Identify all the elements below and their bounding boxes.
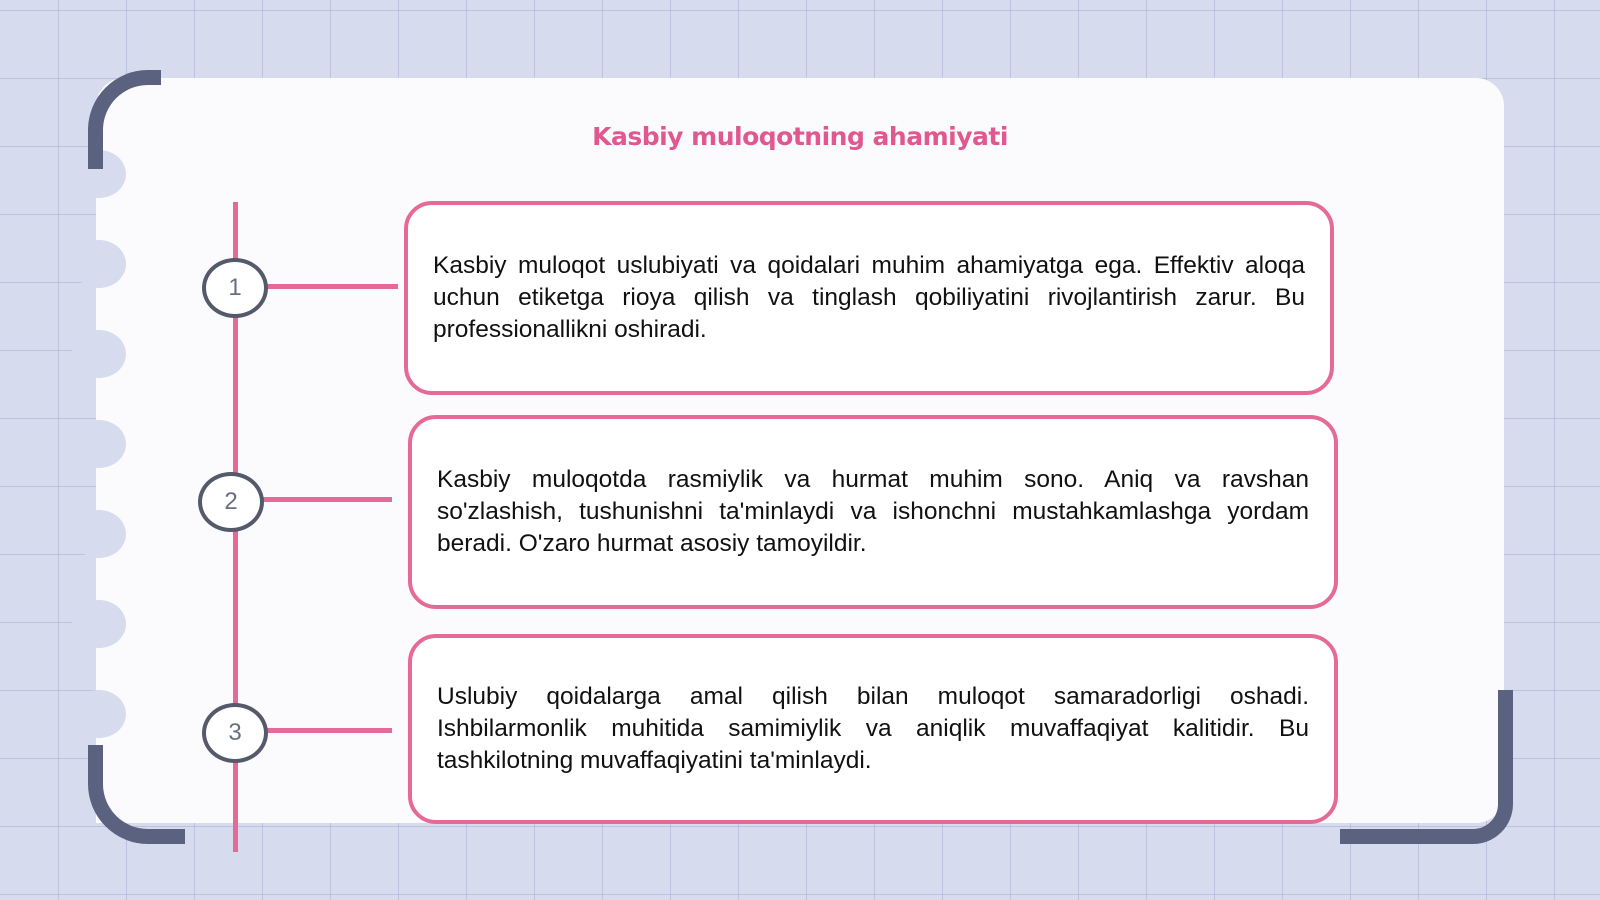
- paper-scallop-edge: [72, 600, 126, 648]
- timeline-number-badge: 1: [202, 258, 268, 318]
- timeline-number-badge: 3: [202, 703, 268, 763]
- timeline-connector: [258, 497, 392, 502]
- timeline-card-text: Kasbiy muloqot uslubiyati va qoidalari muhim ahamiyatga ega. Effektiv aloqa uchun etiketga rioya qilish va tinglash qobiliyatini rivojlantirish zarur. Bu professionallikni oshiradi.: [433, 252, 1305, 343]
- timeline-card: [408, 415, 1338, 609]
- timeline-connector: [262, 728, 392, 733]
- corner-bracket-top-left: [88, 70, 161, 169]
- paper-scallop-edge: [72, 510, 126, 558]
- slide-title: Kasbiy muloqotning ahamiyati: [592, 122, 1008, 151]
- timeline-number-badge: 2: [198, 472, 264, 532]
- timeline-card-text: Uslubiy qoidalarga amal qilish bilan muloqot samaradorligi oshadi. Ishbilarmonlik muhitida samimiylik va aniqlik muvaffaqiyat kalitidir. Bu tashkilotning muvaffaqiyatini ta'minlaydi.: [437, 683, 1309, 774]
- paper-scallop-edge: [72, 240, 126, 288]
- paper-scallop-edge: [72, 690, 126, 738]
- corner-bracket-bottom-right: [1340, 690, 1513, 844]
- timeline-card: [404, 201, 1334, 395]
- paper-scallop-edge: [72, 330, 126, 378]
- timeline-card-text: Kasbiy muloqotda rasmiylik va hurmat muhim sono. Aniq va ravshan so'zlashish, tushunishni ta'minlaydi va ishonchni mustahkamlashga yordam beradi. O'zaro hurmat asosiy tamoyildir.: [437, 466, 1309, 557]
- paper-scallop-edge: [72, 420, 126, 468]
- corner-bracket-bottom-left: [88, 745, 185, 844]
- timeline-card: [408, 634, 1338, 824]
- timeline-connector: [262, 284, 398, 289]
